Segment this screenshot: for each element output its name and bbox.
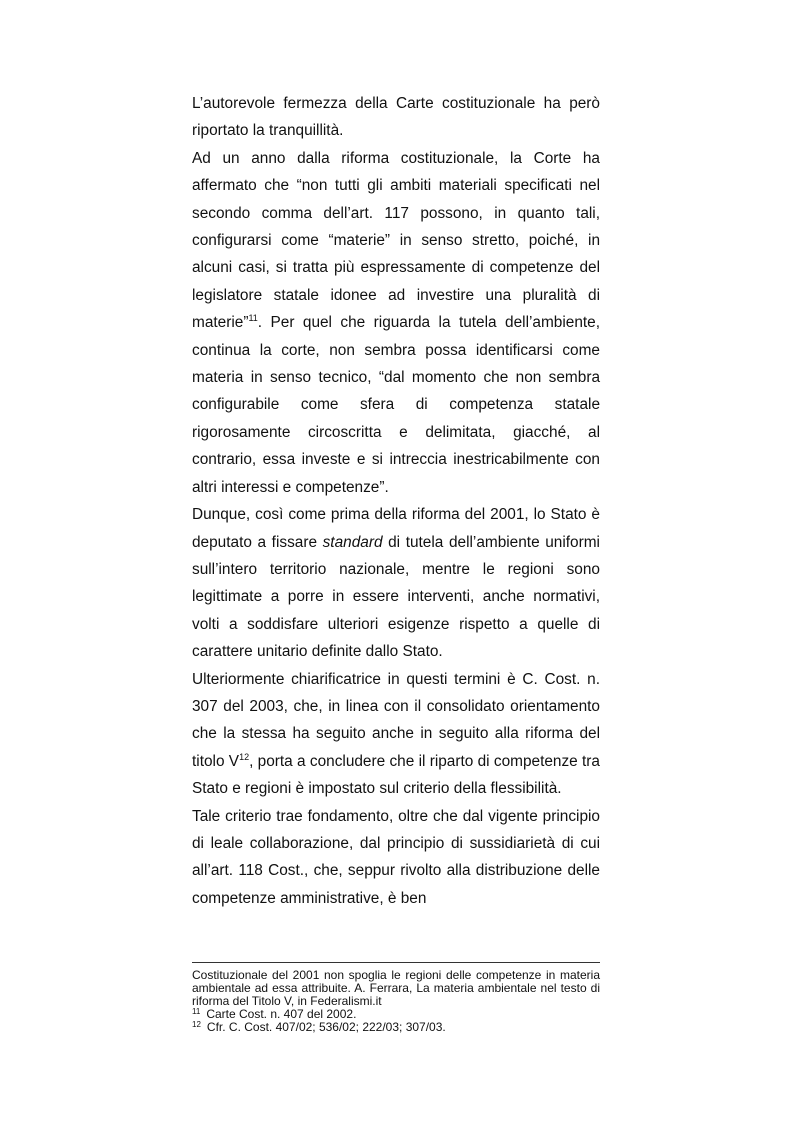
paragraph-1: L’autorevole fermezza della Carte costituzionale ha però riportato la tranquillità.	[192, 95, 600, 140]
footnote-text: Cfr. C. Cost. 407/02; 536/02; 222/03; 307/03.	[206, 1020, 446, 1034]
footnote-continuation: Costituzionale del 2001 non spoglia le regioni delle competenze in materia ambientale ad essa attribuite. A. Ferrara, La materia ambientale nel testo di riforma del Titolo V, in Federalismi.it	[192, 968, 600, 1008]
paragraph-5: Tale criterio trae fondamento, oltre che dal vigente principio di leale collaborazione, dal principio di sussidiarietà di cui all’art. 118 Cost., che, seppur rivolto alla distribuzione delle competenze amministrative, è ben	[192, 807, 600, 907]
emphasis-standard: standard	[322, 533, 383, 551]
footnote-text: Carte Cost. n. 407 del 2002.	[206, 1007, 357, 1021]
paragraph-4: Ulteriormente chiarificatrice in questi termini è C. Cost. n. 307 del 2003, che, in linea con il consolidato orientamento che la stessa ha seguito anche in seguito alla riforma del titolo $V^{12}$, porta a concludere che il riparto di competenze tra Stato e regioni è impostato sul criterio della flessibilità.	[192, 670, 600, 798]
footnote-ref-11[interactable]: 11	[248, 313, 258, 324]
paragraph-2: Ad un anno dalla riforma costituzionale, la Corte ha affermato che “non tutti gli ambiti materiali specificati nel secondo comma dell’art. 117 possono, in quanto tali, configurarsi come “materie” in senso stretto, poiché, in alcuni casi, si tratta più espressamente di competenze del legislatore statale idonee ad investire una pluralità di materie”$^{11}$. Per quel che riguarda la tutela dell’ambiente, continua la corte, non sembra possa identificarsi come materia in senso tecnico, “dal momento che non sembra configurabile come sfera di competenza statale rigorosamente circoscritta e delimitata, giacché, al contrario, essa investe e si intreccia inestricabilmente con altri interessi e competenze”.	[192, 149, 600, 496]
footnote-12	[192, 1021, 600, 1034]
footnotes	[192, 969, 600, 1034]
footnote-number: 11	[192, 1007, 201, 1016]
body-text	[192, 90, 600, 912]
footnote-ref-12[interactable]: 12	[239, 751, 250, 762]
paragraph-3: Dunque, così come prima della riforma del 2001, lo Stato è deputato a fissare standard di tutela dell’ambiente uniformi sull’intero territorio nazionale, mentre le regioni sono legittimate a porre in essere interventi, anche normativi, volti a soddisfare ulteriori esigenze rispetto a quelle di carattere unitario definite dallo Stato.	[192, 506, 600, 661]
footnote-number: 12	[192, 1020, 201, 1029]
footnote-separator	[192, 962, 600, 963]
